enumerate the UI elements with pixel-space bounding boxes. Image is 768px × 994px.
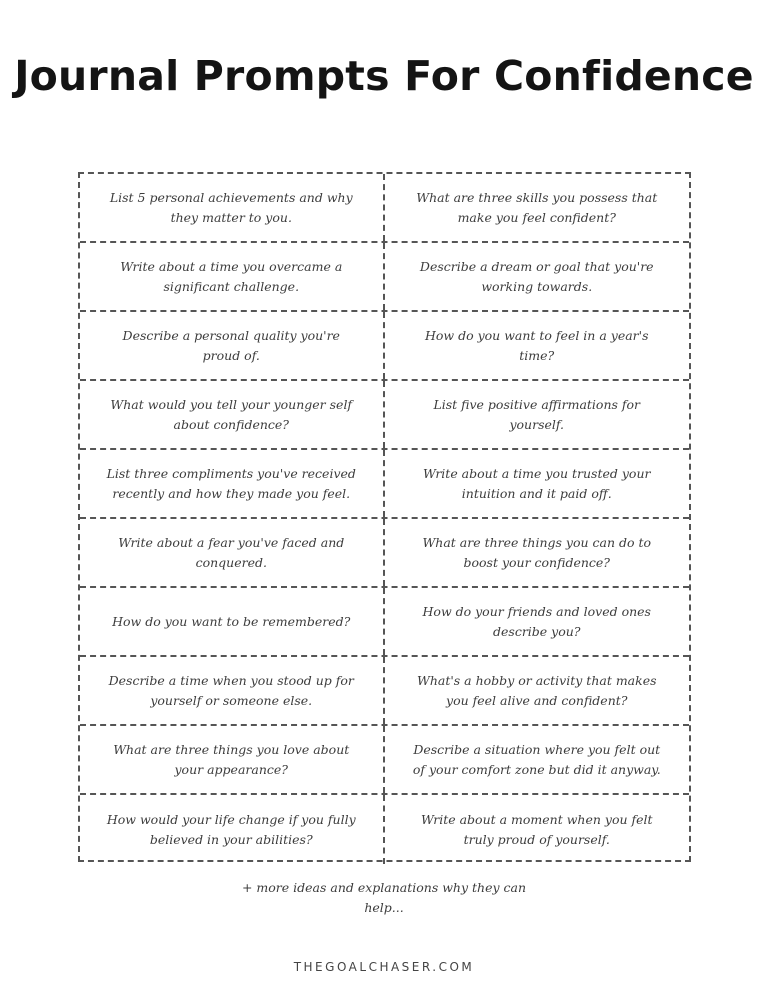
prompt-row [80, 450, 689, 519]
prompt-grid [78, 172, 691, 862]
prompt-card: How do you want to be remembered? [80, 588, 385, 655]
prompt-card: How would your life change if you fully believed in your abilities? [80, 795, 385, 864]
prompt-card: Write about a moment when you felt truly proud of yourself. [420, 811, 653, 847]
prompt-card: What are three skills you possess that make you feel confident? [416, 189, 658, 225]
prompt-row [80, 381, 689, 450]
prompt-card: What would you tell your younger self about confidence? [80, 381, 385, 448]
prompt-card: List three compliments you've received recently and how they made you feel. [80, 450, 385, 517]
prompt-row [80, 795, 689, 864]
prompt-card: How do your friends and loved ones describe you? [422, 603, 651, 639]
prompt-row [80, 519, 689, 588]
page-title: Journal Prompts For Confidence [14, 52, 754, 100]
prompt-card: Describe a personal quality you're proud of. [80, 312, 385, 379]
prompt-card: Describe a time when you stood up for yourself or someone else. [80, 657, 385, 724]
prompt-row [80, 243, 689, 312]
prompt-card: What are three things you love about your appearance? [80, 726, 385, 793]
prompt-card: How do you want to feel in a year's time? [424, 327, 649, 363]
site-name: THEGOALCHASER.COM [293, 960, 475, 974]
prompt-card: List five positive affirmations for yourself. [433, 396, 641, 432]
prompt-card: Describe a situation where you felt out of your comfort zone but did it anyway. [412, 741, 661, 777]
prompt-row [80, 312, 689, 381]
prompt-card: Describe a dream or goal that you're working towards. [419, 258, 654, 294]
prompt-card: Write about a fear you've faced and conquered. [80, 519, 385, 586]
prompt-row [80, 657, 689, 726]
prompt-card: What are three things you can do to boost your confidence? [422, 534, 652, 570]
prompt-card: What's a hobby or activity that makes you feel alive and confident? [416, 672, 657, 708]
prompt-row [80, 174, 689, 243]
prompt-card: Write about a time you trusted your intuition and it paid off. [423, 465, 651, 501]
prompt-card: Write about a time you overcame a significant challenge. [80, 243, 385, 310]
prompt-card: List 5 personal achievements and why they matter to you. [80, 174, 385, 241]
prompt-row [80, 726, 689, 795]
prompt-row [80, 588, 689, 657]
more-ideas-note: + more ideas and explanations why they can help... [241, 880, 527, 915]
